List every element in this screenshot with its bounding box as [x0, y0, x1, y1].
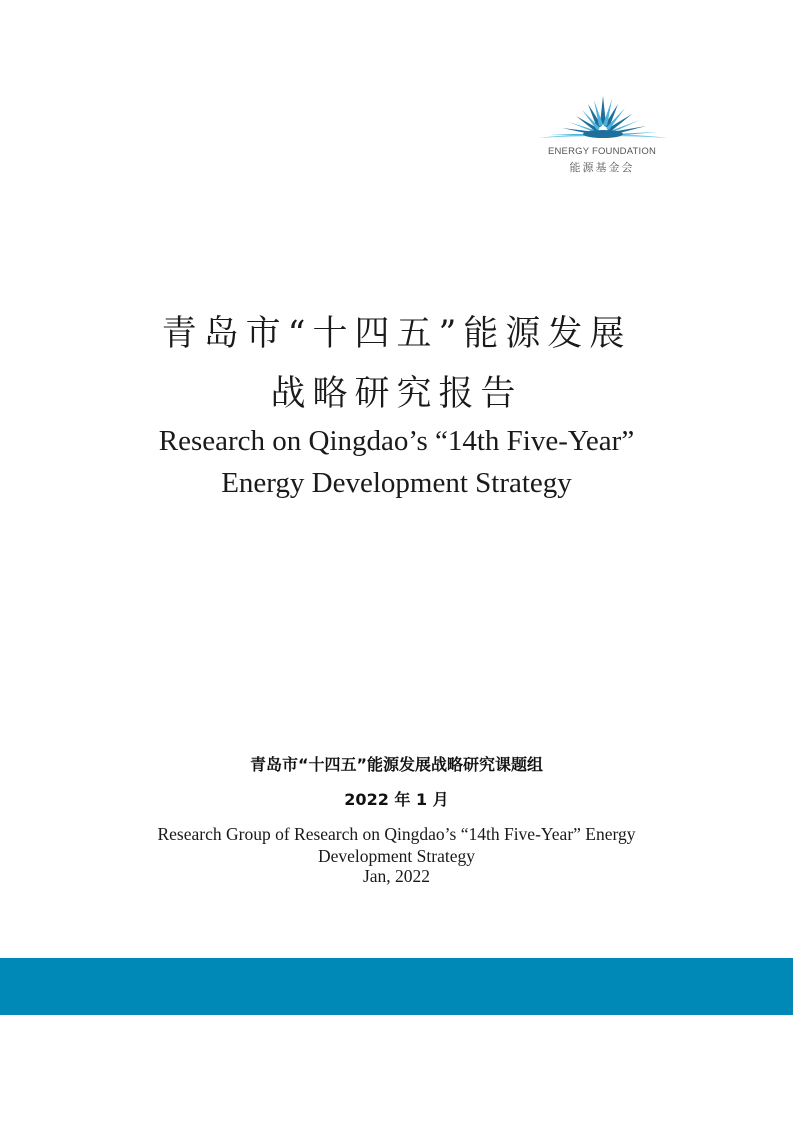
footer-color-band [0, 958, 793, 1015]
research-group-en: Research Group of Research on Qingdao’s “14th Five-Year” Energy Development Strategy [157, 824, 636, 866]
starburst-logo-icon [536, 94, 670, 144]
title-en-line-1: Research on Qingdao’s “14th Five-Year” [158, 425, 635, 457]
logo-name-cn: 能源基金会 [569, 161, 635, 174]
title-cn-line-1: 青岛市“十四五”能源发展 [161, 314, 632, 354]
research-group-cn: 青岛市“十四五”能源发展战略研究课题组 [249, 755, 544, 774]
title-cn-line-2: 战略研究报告 [270, 374, 523, 414]
publish-date-cn: 2022 年 1 月 [344, 790, 449, 809]
title-en-line-2: Energy Development Strategy [221, 467, 572, 499]
energy-foundation-logo [534, 94, 670, 176]
logo-name-en: ENERGY FOUNDATION [547, 146, 657, 157]
publish-date-en: Jan, 2022 [362, 866, 431, 886]
